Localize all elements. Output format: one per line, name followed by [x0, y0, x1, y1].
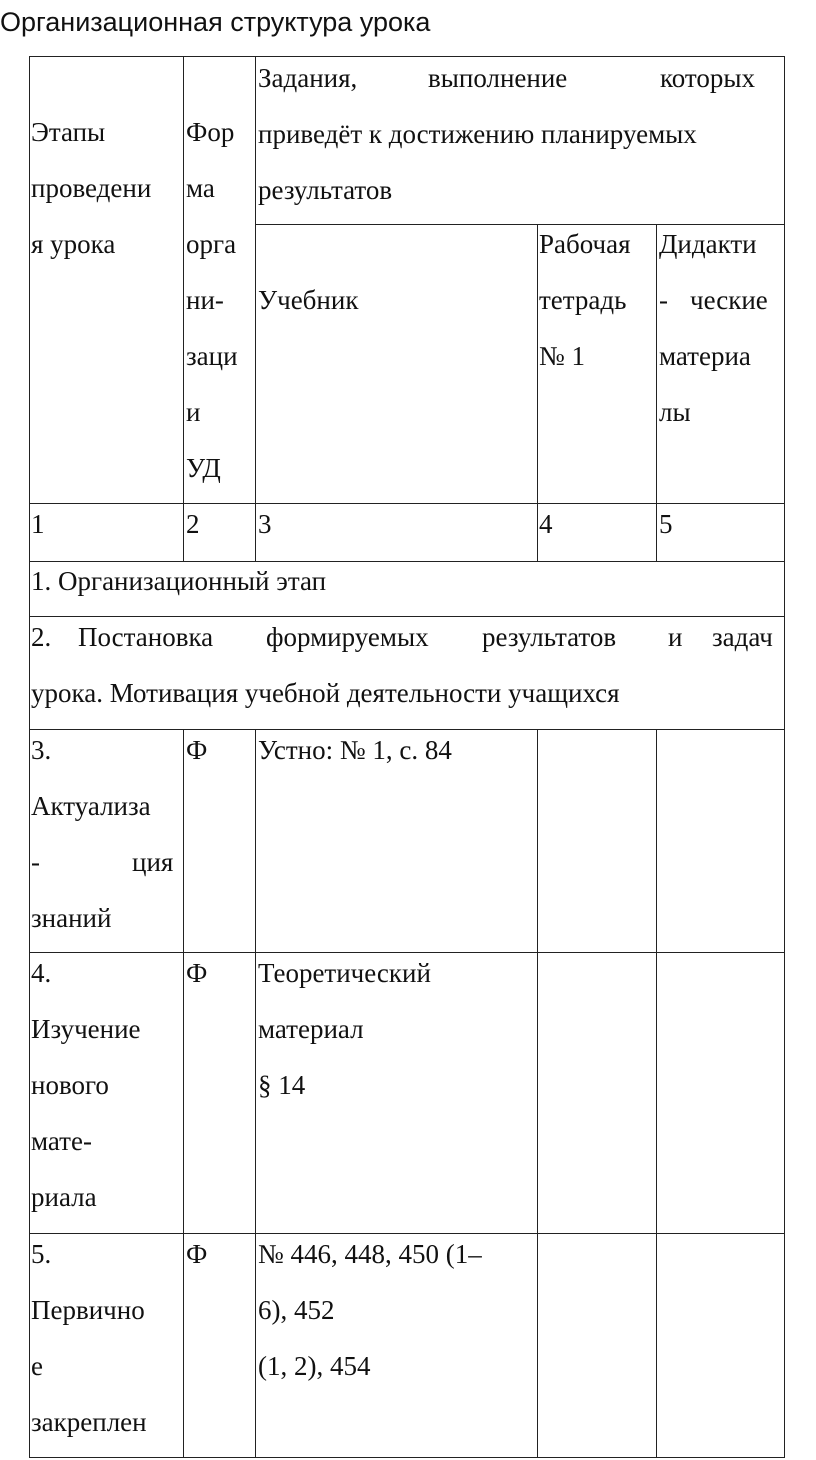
column-number: 5	[659, 509, 673, 539]
row-form: Ф	[186, 735, 208, 765]
header-didactic-dash: -	[659, 285, 668, 315]
row-textbook-line: (1, 2), 454	[258, 1351, 371, 1381]
header-stages-line: я урока	[31, 229, 116, 259]
header-form-line: ни-	[186, 285, 224, 315]
column-number: 1	[31, 509, 45, 539]
header-stages-line: проведени	[31, 173, 152, 203]
row-textbook-line: материал	[258, 1014, 364, 1044]
header-form-line: ма	[186, 173, 215, 203]
header-tasks-line: результатов	[258, 175, 393, 205]
table-col-rule	[537, 224, 538, 561]
row-textbook-line: № 446, 448, 450 (1–	[258, 1239, 482, 1269]
page-title: Организационная структура урока	[0, 7, 431, 37]
row-stage-line: 3.	[31, 735, 52, 765]
stage-goals-word: формируемых	[266, 622, 429, 652]
stage-goals-word: задач	[712, 622, 773, 652]
stage-goals-word: 2.	[31, 622, 52, 652]
row-stage-dash: -	[31, 847, 40, 877]
header-didactic-line: Дидакти	[659, 229, 757, 259]
row-stage-line: знаний	[31, 903, 112, 933]
row-textbook-line: Теоретический	[258, 958, 431, 988]
column-number: 3	[258, 509, 272, 539]
table-col-rule	[537, 729, 538, 1458]
table-border-bottom	[29, 1457, 785, 1458]
header-form-line: орга	[186, 229, 237, 259]
header-form-line: Фор	[186, 117, 235, 147]
table-col-rule	[255, 56, 256, 561]
header-workbook-line: № 1	[539, 341, 586, 371]
row-textbook-line: Устно: № 1, с. 84	[258, 735, 452, 765]
header-didactic-line: ческие	[690, 285, 768, 315]
header-textbook: Учебник	[258, 285, 359, 315]
header-form-line: заци	[186, 341, 238, 371]
row-stage-line: Актуализа	[31, 791, 151, 821]
header-workbook-line: Рабочая	[539, 229, 631, 259]
header-tasks-word: Задания,	[258, 63, 358, 93]
row-stage-line: риала	[31, 1182, 97, 1212]
row-stage-line: е	[31, 1351, 43, 1381]
header-didactic-line: лы	[659, 397, 691, 427]
stage-goals-word: и	[668, 622, 683, 652]
table-border-left	[29, 56, 30, 1458]
header-tasks-line: приведёт к достижению планируемых	[258, 119, 697, 149]
header-workbook-line: тетрадь	[539, 285, 627, 315]
row-stage-line: нового	[31, 1070, 109, 1100]
row-form: Ф	[186, 958, 208, 988]
row-textbook-line: 6), 452	[258, 1295, 335, 1325]
table-col-rule	[656, 729, 657, 1458]
stage-goals-word: результатов	[482, 622, 617, 652]
header-form-line: и	[186, 397, 201, 427]
header-didactic-line: материа	[659, 341, 751, 371]
row-stage-line: закреплен	[31, 1407, 147, 1437]
row-stage-line: ция	[132, 847, 174, 877]
table-col-rule	[656, 224, 657, 561]
table-col-rule	[183, 56, 184, 561]
row-stage-line: мате-	[31, 1126, 92, 1156]
stage-goals-line: урока. Мотивация учебной деятельности учащихся	[31, 678, 620, 708]
column-number: 2	[186, 509, 200, 539]
table-col-rule	[255, 729, 256, 1458]
row-stage-line: 4.	[31, 958, 52, 988]
row-stage-line: Изучение	[31, 1014, 141, 1044]
stage-organizational: 1. Организационный этап	[31, 566, 327, 596]
header-tasks-word: которых	[660, 63, 755, 93]
table-col-rule	[183, 729, 184, 1458]
row-form: Ф	[186, 1239, 208, 1269]
header-form-line: УД	[186, 453, 221, 483]
column-number: 4	[539, 509, 553, 539]
row-textbook-line: § 14	[258, 1070, 306, 1100]
header-stages-line: Этапы	[31, 117, 106, 147]
table-border-right	[784, 56, 785, 1458]
header-tasks-word: выполнение	[428, 63, 568, 93]
stage-goals-word: Постановка	[78, 622, 214, 652]
row-stage-line: 5.	[31, 1239, 52, 1269]
row-stage-line: Первично	[31, 1295, 145, 1325]
